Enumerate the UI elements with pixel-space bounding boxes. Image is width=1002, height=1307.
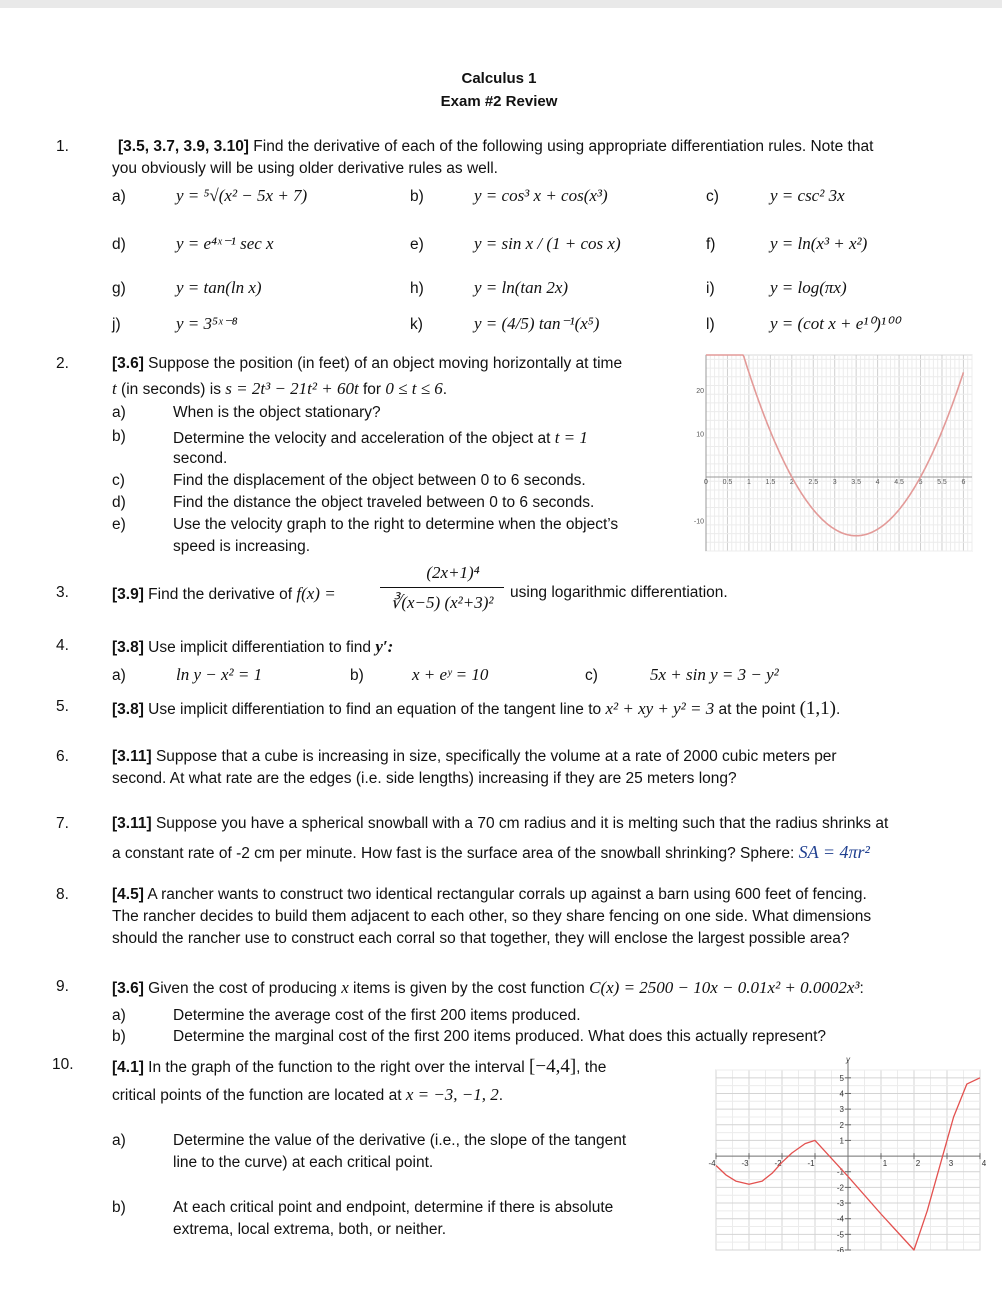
problem-4a-label: a) [112,667,126,684]
problem-1-item-expression: y = (cot x + e¹⁰)¹⁰⁰ [770,314,900,333]
function-graph-y-tick-label: -2 [836,1183,844,1193]
problem-3-fx: f(x) = [296,584,336,603]
problem-10-critical-points: x = −3, −1, 2 [405,1085,499,1104]
problem-2b-line [173,428,588,448]
problem-2e-text: Use the velocity graph to the right to determine when the object’s [173,516,619,533]
function-graph-y-tick-label: -3 [836,1199,844,1209]
problem-1-line2: you obviously will be using older derivative rules as well. [112,160,498,177]
problem-2d-text: Find the distance the object traveled between 0 to 6 seconds. [173,494,595,511]
function-graph-x-tick-label: -4 [708,1159,716,1169]
problem-1-item-label: c) [706,188,719,205]
velocity-graph-x-tick-label: 2.5 [808,478,819,486]
velocity-graph-x-tick-label: 5.5 [937,478,947,486]
problem-5-point: (1,1) [799,698,836,719]
problem-4b-label: b) [350,667,364,684]
problem-1-item-label: k) [410,316,423,333]
problem-2-tag: [3.6] [112,355,144,372]
problem-6-text1: Suppose that a cube is increasing in size, specifically the volume at a rate of 2000 cubic meters per [151,748,837,765]
problem-3-text: Find the derivative of [143,586,297,603]
problem-4a-expr: ln y − x² = 1 [176,665,263,684]
function-graph-y-tick-label: -4 [836,1214,844,1224]
problem-7-number: 7. [56,815,69,832]
problem-6-text2: second. At what rate are the edges (i.e. side lengths) increasing if they are 25 meters long? [112,770,737,787]
problem-4b-expr: x + eʸ = 10 [412,665,489,684]
problem-2c-label: c) [112,472,125,489]
function-graph-y-tick-label: -1 [836,1167,844,1177]
problem-2d-label: d) [112,494,126,511]
velocity-graph-x-tick-label: 6 [961,478,966,486]
problem-10-interval: [−4,4] [529,1056,577,1077]
problem-5-equation: x² + xy + y² = 3 [605,699,715,718]
problem-2-domain: 0 ≤ t ≤ 6 [385,379,443,398]
function-graph-y-tick-label: 3 [839,1105,844,1115]
problem-10-line1 [112,1056,606,1078]
problem-1-text [118,138,873,156]
function-graph-y-tick-label: -5 [836,1230,844,1240]
problem-4-text: Use implicit differentiation to find [143,639,376,656]
problem-10a-text2: line to the curve) at each critical point. [173,1154,434,1171]
function-graph-y-axis-label: y [846,1055,850,1064]
problem-9-x: x [341,978,349,997]
problem-10-text2: critical points of the function are located at [112,1087,406,1104]
function-graph-y-tick-label: 4 [839,1089,844,1099]
problem-10a-text: Determine the value of the derivative (i.e., the slope of the tangent [173,1132,627,1149]
problem-1-item-label: d) [112,236,126,253]
problem-8-tag: [4.5] [112,886,144,903]
problem-6-number: 6. [56,748,69,765]
problem-8-text1: A rancher wants to construct two identical rectangular corrals up against a barn using 600 feet of fencing. [143,886,867,903]
document-subtitle: Exam #2 Review [440,93,558,110]
velocity-graph-x-tick-label: 0.5 [722,478,733,486]
problem-8-number: 8. [56,886,69,903]
problem-1-item-expression: y = cos³ x + cos(x³) [474,186,608,205]
problem-1-item-expression: y = log(πx) [770,278,847,297]
problem-9-number: 9. [56,978,69,995]
problem-2-number: 2. [56,355,69,372]
problem-9a-text: Determine the average cost of the first 200 items produced. [173,1007,581,1024]
document-title: Calculus 1 [461,70,537,87]
problem-4-number: 4. [56,637,69,654]
problem-7-tag: [3.11] [112,815,152,832]
problem-4-tag: [3.8] [112,639,144,656]
problem-8-text3: should the rancher use to construct each corral so that together, they will enclose the largest possible area? [112,930,850,947]
problem-6-tag: [3.11] [112,748,152,765]
function-graph-x-tick-label: 4 [981,1159,986,1169]
velocity-graph-y-tick-label: 20 [696,387,704,395]
velocity-graph-x-tick-label: 1 [746,478,751,486]
velocity-graph-x-tick-label: 3.5 [851,478,862,486]
problem-10-end: . [498,1087,504,1104]
problem-1-item-expression: y = e⁴ˣ⁻¹ sec x [176,234,274,253]
problem-7-line2 [112,842,870,863]
problem-4c-expr: 5x + sin y = 3 − y² [650,665,779,684]
problem-2a-label: a) [112,404,126,421]
problem-10b-text2: extrema, local extrema, both, or neither. [173,1221,447,1238]
problem-2a-text: When is the object stationary? [173,404,381,421]
velocity-graph-y-tick-label: -10 [693,518,704,526]
problem-3-number: 3. [56,584,69,601]
top-margin-bar [0,0,1002,8]
problem-2-text2d: for [358,381,386,398]
problem-1-item-expression: y = sin x / (1 + cos x) [474,234,621,253]
problem-2-t-var: t [112,379,117,398]
problem-1-tag: [3.5, 3.7, 3.9, 3.10] [118,138,249,155]
velocity-graph-x-tick-label: 2 [789,478,794,486]
problem-9-tag: [3.6] [112,980,144,997]
problem-7-text1: Suppose you have a spherical snowball with a 70 cm radius and it is melting such that the radius shrinks at [151,815,889,832]
function-graph-y-tick-label: 5 [839,1073,844,1083]
velocity-graph-x-tick-label: 5 [918,478,923,486]
problem-1-item-expression: y = tan(ln x) [176,278,262,297]
velocity-graph-x-tick-label: 1.5 [765,478,776,486]
problem-2-period: . [442,381,448,398]
velocity-graph-x-tick-label: 4.5 [894,478,904,486]
problem-2b-time: t = 1 [554,428,588,447]
problem-10-number: 10. [52,1056,74,1073]
problem-2-text2b: (in seconds) is [116,381,226,398]
problem-1-item-expression: y = 3⁵ˣ⁻⁸ [176,314,238,333]
problem-1-item-label: i) [706,280,715,297]
problem-3-fraction-bar [380,587,504,588]
problem-1-item-label: j) [112,316,121,333]
function-graph-x-tick-label: 3 [948,1159,954,1169]
problem-9b-label: b) [112,1028,126,1045]
function-graph-y-tick-label: 2 [839,1120,844,1130]
problem-2-line2 [112,379,447,399]
problem-3-tail: using logarithmic differentiation. [510,584,728,601]
problem-9-colon: : [859,980,864,997]
problem-2e-label: e) [112,516,126,533]
problem-1-item-label: l) [706,316,715,333]
function-graph-x-tick-label: -1 [807,1159,815,1169]
velocity-graph-x-tick-label: 3 [832,478,837,486]
problem-10a-label: a) [112,1132,126,1149]
problem-2e-text2: speed is increasing. [173,538,310,555]
velocity-graph-x-tick-label: 0 [704,478,708,486]
function-graph-x-tick-label: -3 [741,1159,749,1169]
problem-2-position-fn: s = 2t³ − 21t² + 60t [225,379,359,398]
function-graph-y-tick-label: 1 [839,1136,844,1146]
problem-7-formula: SA = 4πr² [798,842,870,862]
problem-10-line2 [112,1085,503,1105]
function-graph-y-tick-label: -6 [836,1246,844,1252]
function-graph [708,1054,986,1252]
problem-8-text2: The rancher decides to build them adjacent to each other, so they share fencing on one side. What dimensions [112,908,872,925]
problem-4c-label: c) [585,667,598,684]
problem-10-text1b: , the [576,1059,607,1076]
problem-10-tag: [4.1] [112,1059,144,1076]
problem-8-line1 [112,886,867,904]
problem-1-item-label: e) [410,236,424,253]
problem-1-item-label: g) [112,280,126,297]
problem-5-text: Use implicit differentiation to find an equation of the tangent line to [143,701,606,718]
problem-3-tag: [3.9] [112,586,144,603]
problem-1-item-label: h) [410,280,424,297]
problem-1-item-expression: y = ln(tan 2x) [474,278,569,297]
problem-1-item-label: b) [410,188,424,205]
problem-5-line [112,698,840,720]
problem-3-denominator: ∛(x−5) (x²+3)² [390,593,494,612]
problem-1-item-label: f) [706,236,716,253]
function-graph-x-tick-label: 1 [882,1159,888,1169]
velocity-graph [688,353,974,553]
velocity-graph-x-tick-label: 4 [875,478,880,486]
problem-2-text1: Suppose the position (in feet) of an object moving horizontally at time [143,355,623,372]
problem-2-line1 [112,355,622,373]
problem-9-line1 [112,978,864,998]
function-graph-x-tick-label: 2 [915,1159,921,1169]
problem-6-line1 [112,748,837,766]
problem-1-item-expression: y = csc² 3x [770,186,845,205]
problem-1-item-expression: y = ⁵√(x² − 5x + 7) [176,186,308,205]
problem-2b-text: Determine the velocity and acceleration of the object at [173,430,555,447]
problem-9-text2: items is given by the cost function [348,980,590,997]
problem-1-item-expression: y = ln(x³ + x²) [770,234,868,253]
problem-1-item-expression: y = (4/5) tan⁻¹(x⁵) [474,314,600,333]
problem-5-text2: at the point [714,701,800,718]
problem-9-text1: Given the cost of producing [143,980,342,997]
problem-5-tag: [3.8] [112,701,144,718]
problem-10b-text: At each critical point and endpoint, determine if there is absolute [173,1199,614,1216]
velocity-graph-y-tick-label: 10 [696,431,704,439]
problem-2b-label: b) [112,428,126,445]
function-graph-x-tick-label: -2 [774,1159,782,1169]
problem-5-number: 5. [56,698,69,715]
problem-10b-label: b) [112,1199,126,1216]
problem-5-end: . [835,701,841,718]
problem-3-line [112,584,336,604]
problem-4-line [112,637,393,657]
problem-1-item-label: a) [112,188,126,205]
problem-4-yprime: y′: [375,637,394,656]
problem-7-line1 [112,815,888,833]
problem-9a-label: a) [112,1007,126,1024]
problem-10-text1: In the graph of the function to the right over the interval [143,1059,530,1076]
problem-3-numerator: (2x+1)⁴ [426,563,480,582]
problem-9b-text: Determine the marginal cost of the first 200 items produced. What does this actually represent? [173,1028,827,1045]
problem-2c-text: Find the displacement of the object between 0 to 6 seconds. [173,472,586,489]
problem-7-text2: a constant rate of -2 cm per minute. How fast is the surface area of the snowball shrinking? Sphere: [112,845,799,862]
problem-1-number: 1. [56,138,69,155]
problem-2b-text2: second. [173,450,228,467]
problem-1-line1: Find the derivative of each of the following using appropriate differentiation rules. Note that [248,138,874,155]
problem-9-cost-function: C(x) = 2500 − 10x − 0.01x² + 0.0002x³ [589,978,860,997]
